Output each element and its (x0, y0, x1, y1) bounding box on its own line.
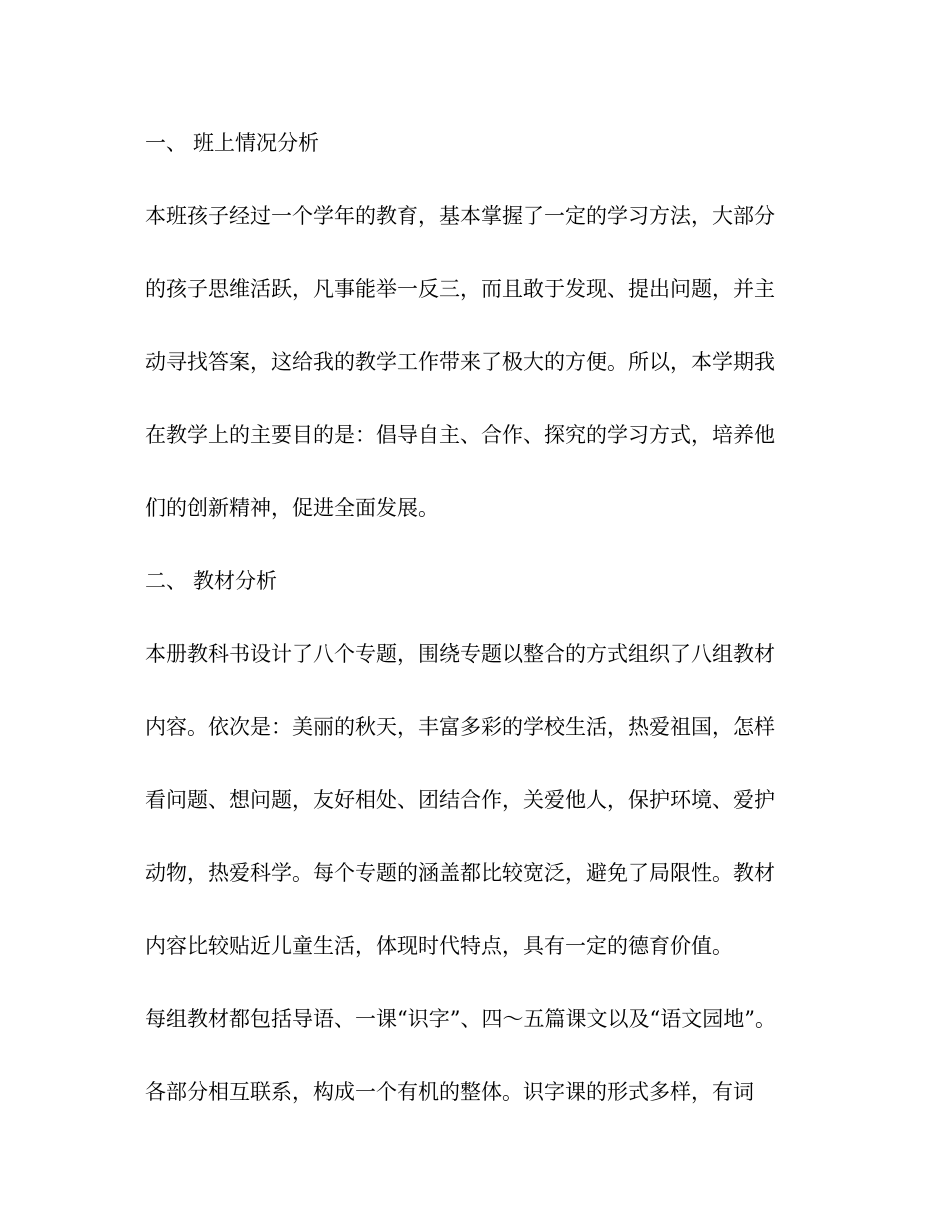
paragraph-line: 看问题、想问题，友好相处、团结合作，关爱他人，保护环境、爱护 (145, 788, 775, 812)
document-body (145, 118, 805, 1140)
section-title: 班上情况分析 (193, 131, 319, 155)
paragraph-line: 们的创新精神，促进全面发展。 (145, 496, 439, 520)
paragraph-line: 内容比较贴近儿童生活，体现时代特点，具有一定的德育价值。 (145, 934, 733, 958)
paragraph-line: 动物，热爱科学。每个专题的涵盖都比较宽泛，避免了局限性。教材 (145, 861, 775, 885)
section-title: 教材分析 (193, 569, 277, 593)
paragraph-line: 每组教材都包括导语、一课“识字”、四～五篇课文以及“语文园地”。 (145, 1007, 776, 1031)
paragraph-line: 的孩子思维活跃，凡事能举一反三，而且敢于发现、提出问题，并主 (145, 277, 775, 301)
paragraph-line: 本班孩子经过一个学年的教育，基本掌握了一定的学习方法，大部分 (145, 204, 775, 228)
section-number: 二、 (145, 569, 187, 593)
paragraph-line: 各部分相互联系，构成一个有机的整体。识字课的形式多样，有词 (145, 1080, 754, 1104)
paragraph-line: 本册教科书设计了八个专题，围绕专题以整合的方式组织了八组教材 (145, 642, 775, 666)
paragraph-line: 动寻找答案，这给我的教学工作带来了极大的方便。所以，本学期我 (145, 350, 775, 374)
section-number: 一、 (145, 131, 187, 155)
section-1-paragraph (145, 191, 805, 556)
paragraph-line: 内容。依次是：美丽的秋天，丰富多彩的学校生活，热爱祖国，怎样 (145, 715, 775, 739)
section-heading-2 (145, 556, 805, 629)
section-2-paragraph-2 (145, 994, 805, 1140)
section-heading-1 (145, 118, 805, 191)
paragraph-line: 在教学上的主要目的是：倡导自主、合作、探究的学习方式，培养他 (145, 423, 775, 447)
section-2-paragraph-1 (145, 629, 805, 994)
